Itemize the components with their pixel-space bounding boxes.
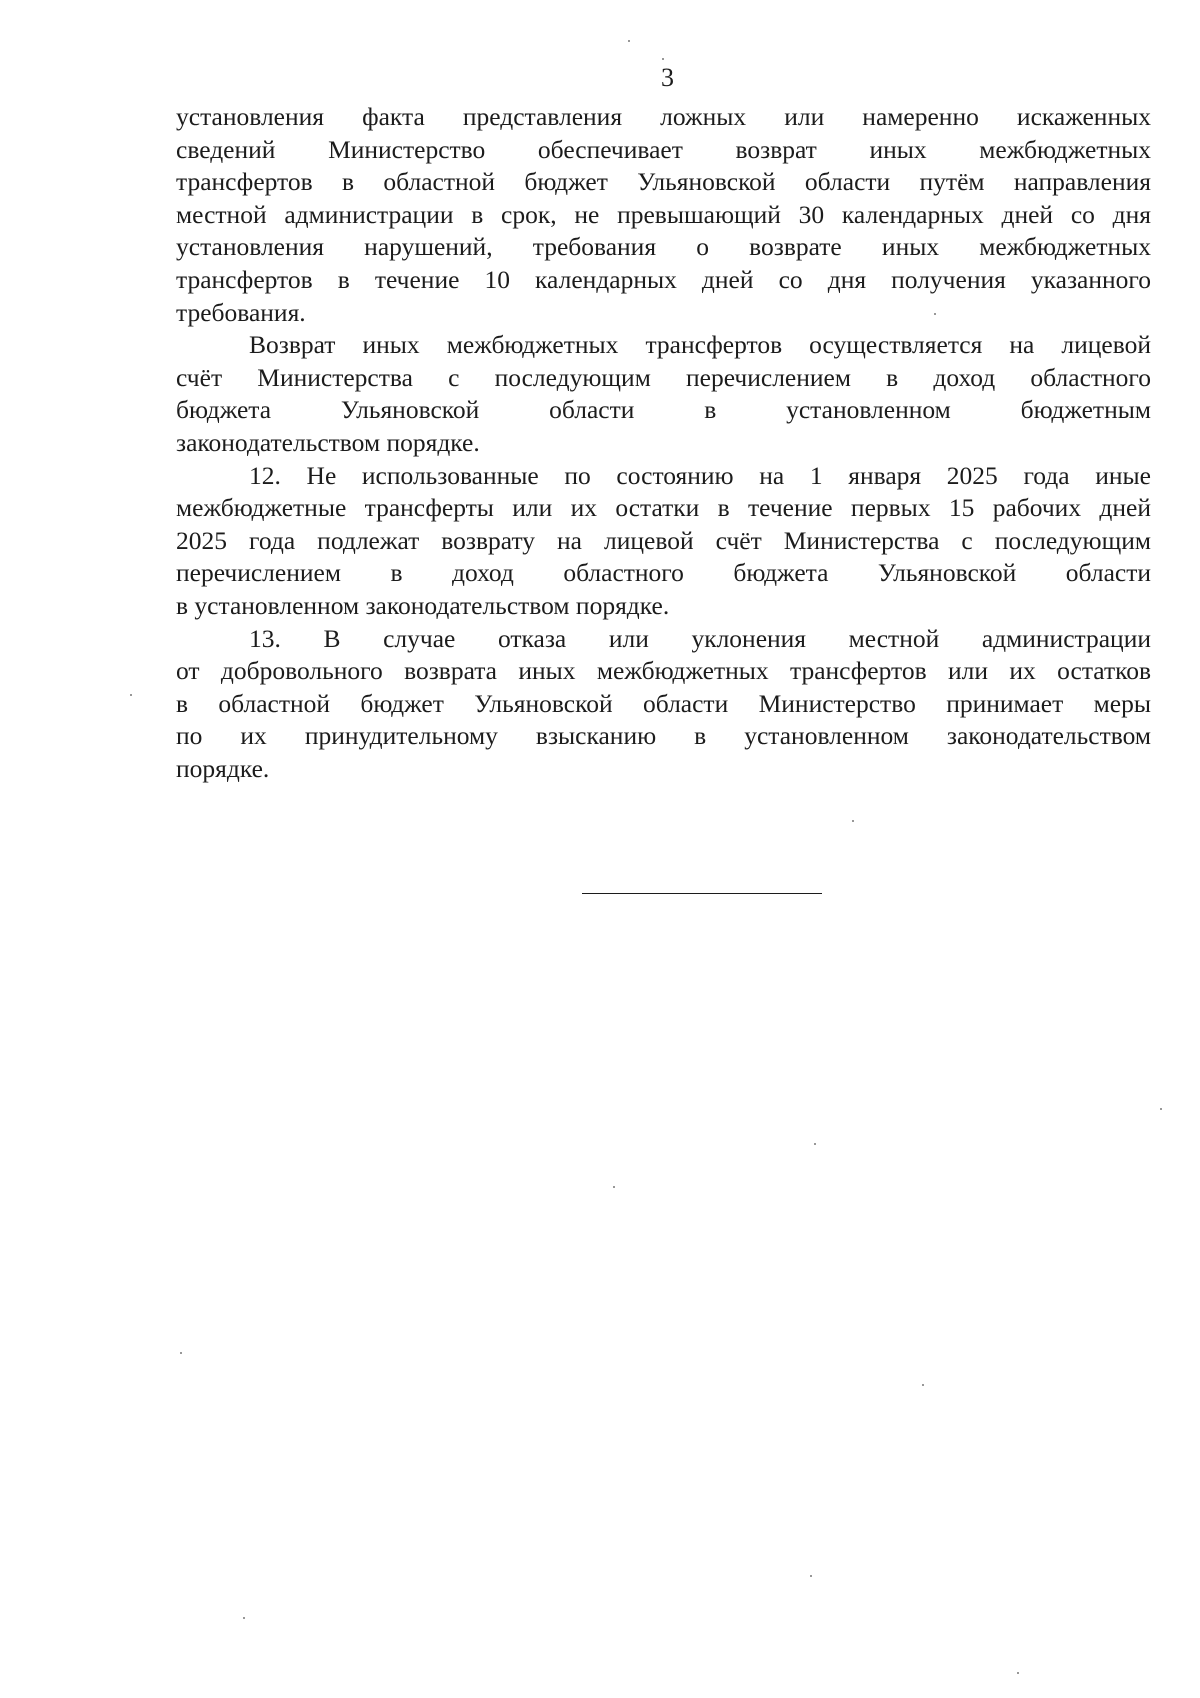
end-of-document-rule (582, 893, 822, 894)
text-line: бюджета Ульяновской области в установленном бюджетным (176, 395, 1151, 425)
text-line: трансфертов в областной бюджет Ульяновской области путём направления (176, 167, 1151, 197)
scan-speck (662, 58, 664, 60)
text-line: в областной бюджет Ульяновской области Министерство принимает меры (176, 688, 1151, 718)
scan-speck (922, 1384, 924, 1386)
text-line: трансфертов в течение 10 календарных дней со дня получения указанного (176, 264, 1151, 294)
text-line: перечислением в доход областного бюджета Ульяновской области (176, 558, 1151, 588)
scan-speck (810, 1575, 812, 1577)
scan-speck (628, 40, 630, 42)
text-line: 12. Не использованные по состоянию на 1 января 2025 года иные (249, 460, 1151, 490)
text-line: по их принудительному взысканию в установленном законодательством (176, 721, 1151, 751)
text-line: в установленном законодательством порядке. (176, 590, 670, 620)
scan-speck (852, 820, 854, 822)
document-body (176, 101, 1151, 785)
text-line: установления нарушений, требования о возврате иных межбюджетных (176, 232, 1151, 262)
text-line: установления факта представления ложных или намеренно искаженных (176, 102, 1151, 131)
text-line: законодательством порядке. (176, 427, 480, 457)
text-line: сведений Министерство обеспечивает возврат иных межбюджетных (176, 134, 1151, 164)
scan-speck (243, 1617, 245, 1619)
text-line: порядке. (176, 753, 270, 783)
text-line: от добровольного возврата иных межбюджетных трансфертов или их остатков (176, 656, 1151, 686)
scan-speck (1017, 1672, 1019, 1674)
page-number: 3 (661, 63, 674, 92)
text-line: счёт Министерства с последующим перечислением в доход областного (176, 362, 1151, 392)
scan-speck (613, 1186, 615, 1188)
text-line: 2025 года подлежат возврату на лицевой счёт Министерства с последующим (176, 525, 1151, 555)
text-line: Возврат иных межбюджетных трансфертов осуществляется на лицевой (249, 330, 1151, 360)
scan-speck (814, 1143, 816, 1145)
scan-speck (934, 313, 936, 315)
text-line: 13. В случае отказа или уклонения местной администрации (249, 623, 1151, 653)
text-line: межбюджетные трансферты или их остатки в течение первых 15 рабочих дней (176, 493, 1151, 523)
scan-speck (130, 694, 132, 696)
scan-speck (180, 1352, 182, 1354)
scan-speck (1160, 1108, 1162, 1110)
text-line: требования. (176, 297, 306, 327)
text-line: местной администрации в срок, не превышающий 30 календарных дней со дня (176, 199, 1151, 229)
